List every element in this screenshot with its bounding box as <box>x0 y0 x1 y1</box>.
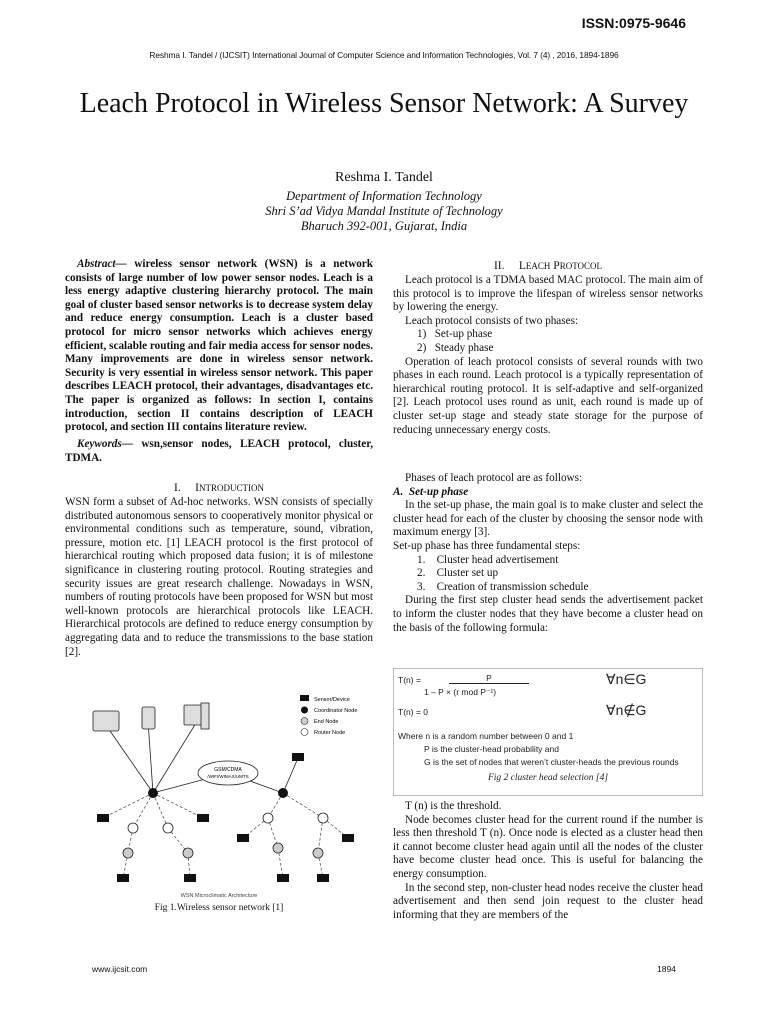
s2-paragraph-8: T (n) is the threshold. <box>405 800 502 812</box>
tower-icon <box>201 703 209 729</box>
step-item-1: 1. Cluster head advertisement <box>417 553 559 566</box>
formula-where-1: Where n is a random number between 0 and 1 <box>398 731 574 741</box>
legend-sensor-swatch <box>300 695 309 701</box>
figure-2 <box>393 668 703 796</box>
cloud-label-2: /WIFI/WIMAX/UMTS <box>207 774 249 779</box>
router-node <box>318 813 328 823</box>
s2-paragraph-10: In the second step, non-cluster head nodes receive the cluster head advertisement and then send join request to the cluster head informing that they are members of the <box>393 881 703 921</box>
affiliation-address: Bharuch 392-001, Gujarat, India <box>300 219 468 233</box>
legend-router-node: Router Node <box>314 730 346 736</box>
author-name: Reshma I. Tandel <box>335 170 433 185</box>
cloud-icon <box>198 761 258 785</box>
end-node <box>183 848 193 858</box>
keywords <box>65 438 373 465</box>
s2-paragraph-3: Operation of leach protocol consists of several rounds with two phases in each round. Leach protocol is a typically representation of hierarchical routing protocol. It is self-adaptive and self-organized [2]. Leach protocol uses round as unit, each round is made up of cluster set-up stage and steady state storage for the purpose of reducing unnecessary energy costs. <box>393 355 703 436</box>
introduction-paragraph: WSN form a subset of Ad-hoc networks. WSN consists of specially distributed autonomous sensors to cooperatively monitor physical or environmental conditions such as temperature, sound, vibration, pressure, motion etc. [1] LEACH protocol is the first protocol of hierarchical routing which proposed data fusion; it is of milestone significance in clustering routing protocol. Routing strategies and security issues are great research challenge. Nowadays in WSN, numbers of routing protocols have been proposed for WSN but most well-known protocols are hierarchical protocols like LEACH. Hierarchical protocols are defined to reduce energy consumption by aggregating data and to reduce the transmissions to the base station [2]. <box>65 496 373 658</box>
formula-tn-1: T(n) = <box>398 675 421 685</box>
end-node <box>123 848 133 858</box>
legend-end-swatch <box>301 718 308 725</box>
footer-page-number: 1894 <box>657 964 676 974</box>
footer-website: www.ijcsit.com <box>92 964 148 974</box>
sensor-device <box>292 753 304 761</box>
s2-paragraph-6: Set-up phase has three fundamental steps: <box>393 539 581 552</box>
sensor-device <box>237 834 249 842</box>
phase-item-1: 1) Set-up phase <box>417 328 493 341</box>
figure-1-caption: Fig 1.Wireless sensor network [1] <box>154 903 284 913</box>
phases-block <box>393 472 703 635</box>
figure-1 <box>78 693 370 913</box>
paper-title: Leach Protocol in Wireless Sensor Network: A Survey <box>79 88 689 119</box>
section-2-heading <box>393 260 703 272</box>
step-item-2: 2. Cluster set up <box>417 567 499 580</box>
section-1-title: NTRODUCTION <box>198 483 264 493</box>
issn: ISSN:0975-9646 <box>581 15 686 31</box>
s2-paragraph-9: Node becomes cluster head for the current round if the number is less then threshold T (n). Once node is elected as a cluster head then it cannot become cluster head again until all the nodes of the cluster have become cluster head once. This is useful for balancing the energy consumption. <box>393 813 703 880</box>
wsn-diagram <box>78 693 370 898</box>
figure-1-subcaption: WSN Microclimatic Architecture <box>180 893 258 899</box>
abstract-text: wireless sensor network (WSN) is a network consists of large number of low power sensor nodes. Leach is a less energy adaptive clustering hierarchy protocol. The main goal of cluster based sensor networks is to decrease system delay and reduce energy consumption. Leach is a cluster based protocol for micro sensor networks which achieves energy efficient, scalable routing and fair media access for sensor nodes. Many improvements are done in wireless sensor network. Security is very essential in wireless sensor network. This paper describes LEACH protocol, their advantages, disadvantages etc. The paper is organized as follows: In section I, contains introduction, section II contains description of LEACH protocol, and section III contains literature review. <box>65 258 373 434</box>
section-2-title-1: EACH <box>525 261 551 271</box>
section-1-initial: I <box>195 482 199 494</box>
affiliation-institute: Shri S’ad Vidya Mandal Institute of Technology <box>265 204 503 218</box>
phase-item-2: 2) Steady phase <box>417 341 494 354</box>
affiliation-department: Department of Information Technology <box>286 189 482 203</box>
legend-router-swatch <box>301 729 308 736</box>
section-2-body <box>393 274 703 437</box>
subsection-a-heading: A. Set-up phase <box>393 485 469 498</box>
s2-paragraph-7: During the first step cluster head sends the advertisement packet to inform the cluster nodes that they have become a cluster head on the basis of the following formula: <box>393 594 703 634</box>
coordinator-node <box>278 788 288 798</box>
section-2-title-2: ROTOCOL <box>559 261 603 271</box>
coordinator-node <box>148 788 158 798</box>
router-node <box>263 813 273 823</box>
end-node <box>313 848 323 858</box>
formula-condition-1: ∀n∈G <box>606 671 647 687</box>
formula-where-2: P is the cluster-head probability and <box>424 744 559 754</box>
sensor-device <box>97 814 109 822</box>
phone-icon <box>142 707 155 729</box>
end-node <box>273 843 283 853</box>
computer-icon <box>93 711 119 731</box>
running-head: Reshma I. Tandel / (IJCSIT) International Journal of Computer Science and Information Technologies, Vol. 7 (4) , 2016, 1894-1896 <box>149 50 619 60</box>
legend-sensor: Sensor/Device <box>314 697 350 703</box>
formula-numerator: P <box>449 673 529 684</box>
section-1-number: I. <box>174 482 181 494</box>
sensor-device <box>117 874 129 882</box>
router-node <box>128 823 138 833</box>
sensor-device <box>317 874 329 882</box>
keywords-text: wsn,sensor nodes, LEACH protocol, cluster, TDMA. <box>65 438 373 464</box>
formula-denominator: 1 – P × (r mod P⁻¹) <box>424 687 497 697</box>
sensor-device <box>342 834 354 842</box>
router-node <box>163 823 173 833</box>
legend-end-node: End Node <box>314 719 339 725</box>
sensor-device <box>277 874 289 882</box>
section-2-number: II. <box>493 260 505 272</box>
section-1-heading <box>65 482 373 494</box>
formula-condition-2: ∀n∉G <box>606 702 647 718</box>
s2-paragraph-2: Leach protocol consists of two phases: <box>405 314 579 327</box>
legend-coordinator-swatch <box>301 707 308 714</box>
legend-coordinator: Coordinator Node <box>314 708 358 714</box>
abstract-lead: Abstract— <box>77 258 127 270</box>
s2-paragraph-1: Leach protocol is a TDMA based MAC protocol. The main aim of this protocol is to improve the lifespan of wireless sensor networks by lowering the energy. <box>393 274 703 314</box>
formula-where-3: G is the set of nodes that weren’t cluster-heads the previous rounds <box>424 757 679 767</box>
step-item-3: 3. Creation of transmission schedule <box>417 580 589 593</box>
legend <box>300 695 357 736</box>
s2-paragraph-5: In the set-up phase, the main goal is to make cluster and select the cluster head for each of the cluster by choosing the sensor node with maximum energy [3]. <box>393 499 703 539</box>
sensor-device <box>197 814 209 822</box>
section-2-initial-2: P <box>550 260 560 272</box>
section-2-initial: L <box>518 260 526 272</box>
keywords-lead: Keywords— <box>77 438 133 450</box>
figure-2-caption: Fig 2 cluster head selection [4] <box>487 773 609 783</box>
introduction-body <box>65 496 373 659</box>
sensor-devices <box>93 703 209 731</box>
section-2-continued <box>393 800 703 922</box>
abstract <box>65 258 373 435</box>
sensor-device <box>184 874 196 882</box>
cloud-label-1: GSM/CDMA <box>214 767 242 773</box>
s2-paragraph-4: Phases of leach protocol are as follows: <box>405 472 583 484</box>
formula-tn-2: T(n) = 0 <box>398 707 428 717</box>
